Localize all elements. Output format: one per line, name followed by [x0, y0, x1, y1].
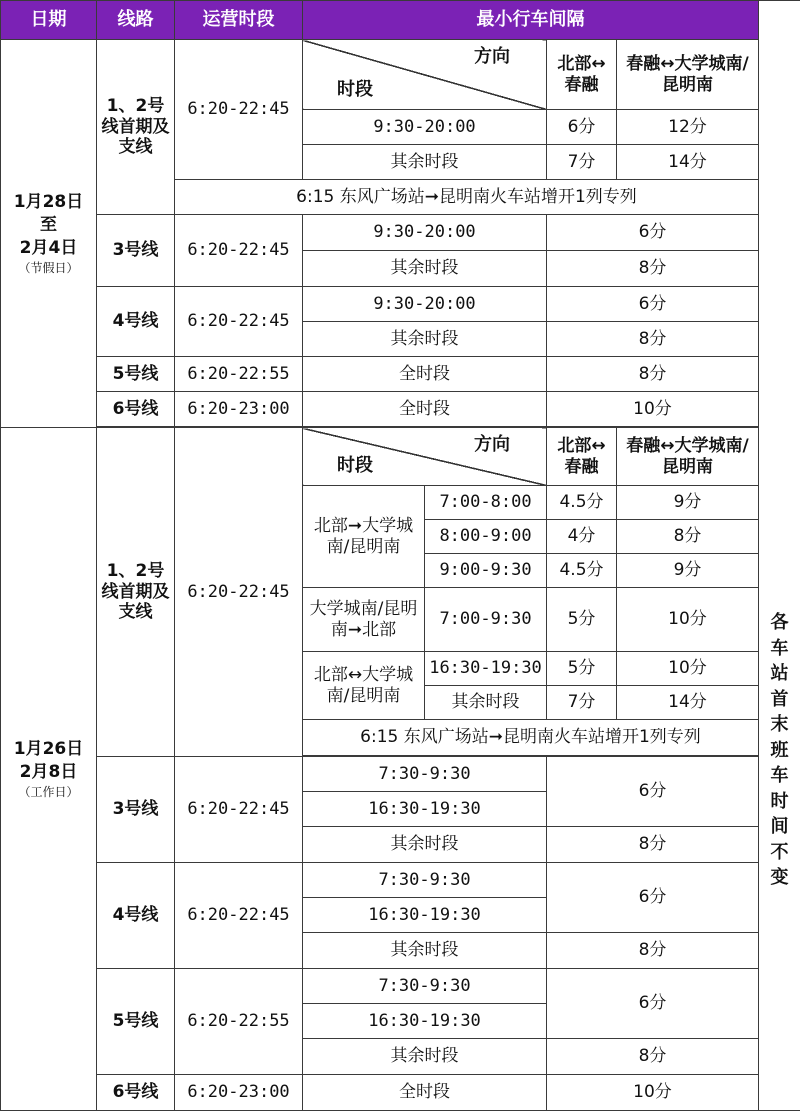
- workday-date-start: 1月26日: [13, 738, 84, 759]
- side-note-char: 站: [770, 663, 789, 685]
- holiday-line12-hours: 6:20-22:45: [175, 40, 303, 180]
- workday-group-a: 4.5分: [547, 554, 617, 588]
- workday-group-time: 7:00-9:30: [425, 588, 547, 652]
- workday-line5-name: 5号线: [97, 969, 175, 1075]
- holiday-line4-hours: 6:20-22:45: [175, 287, 303, 357]
- holiday-date: [1, 40, 97, 428]
- workday-line4-peak-val: 6分: [547, 863, 759, 933]
- holiday-line5-period: 全时段: [303, 357, 547, 392]
- holiday-line3-val: 8分: [547, 251, 759, 287]
- workday-group-b: 8分: [617, 520, 759, 554]
- workday-special-train: 6:15 东风广场站➞昆明南火车站增开1列专列: [303, 720, 759, 756]
- workday-group-a: 7分: [547, 686, 617, 720]
- side-note-char: 首: [770, 688, 789, 710]
- holiday-line3-hours: 6:20-22:45: [175, 215, 303, 287]
- workday-line3-rest: 其余时段: [303, 827, 547, 863]
- holiday-line12-a: 6分: [547, 110, 617, 145]
- holiday-line3-period: 其余时段: [303, 251, 547, 287]
- holiday-line6-period: 全时段: [303, 392, 547, 427]
- side-note-char: 车: [770, 637, 789, 659]
- workday-line4-name: 4号线: [97, 863, 175, 969]
- workday-line6-val: 10分: [547, 1075, 759, 1111]
- workday-group-dir: 北部➞大学城南/昆明南: [303, 486, 425, 588]
- holiday-date-start: 1月28日: [13, 192, 84, 212]
- workday-line3-name: 3号线: [97, 757, 175, 863]
- workday-group-time: 16:30-19:30: [425, 652, 547, 686]
- holiday-date-end: 2月4日: [19, 237, 78, 258]
- workday-line4-peak1: 7:30-9:30: [303, 863, 547, 898]
- holiday-line3-period: 9:30-20:00: [303, 215, 547, 251]
- holiday-diagonal-header: [303, 40, 547, 110]
- workday-line4-peak2: 16:30-19:30: [303, 898, 547, 933]
- workday-line3-rest-val: 8分: [547, 827, 759, 863]
- direction-label: 方向: [474, 434, 510, 455]
- workday-group-b: 10分: [617, 652, 759, 686]
- workday-group-b: 9分: [617, 554, 759, 588]
- workday-line5-rest: 其余时段: [303, 1039, 547, 1075]
- side-note-char: 变: [770, 867, 789, 889]
- side-note-char: 不: [770, 841, 789, 863]
- holiday-line5-val: 8分: [547, 357, 759, 392]
- workday-line3-peak1: 7:30-9:30: [303, 757, 547, 792]
- workday-group-b: 9分: [617, 486, 759, 520]
- holiday-line12-b: 14分: [617, 145, 759, 180]
- period-label: 时段: [337, 455, 373, 477]
- workday-group-time: 9:00-9:30: [425, 554, 547, 588]
- holiday-line6-hours: 6:20-23:00: [175, 392, 303, 427]
- dir-beibu-chunrong: 北部↔春融: [547, 428, 617, 486]
- workday-line3-hours: 6:20-22:45: [175, 757, 303, 863]
- workday-group-time: 7:00-8:00: [425, 486, 547, 520]
- dir-chunrong-daxuecheng: 春融↔大学城南/昆明南: [617, 428, 759, 486]
- workday-line5-peak1: 7:30-9:30: [303, 969, 547, 1004]
- holiday-line6-name: 6号线: [97, 392, 175, 427]
- holiday-line3-name: 3号线: [97, 215, 175, 287]
- holiday-line12-a: 7分: [547, 145, 617, 180]
- workday-group-time: 8:00-9:00: [425, 520, 547, 554]
- workday-line5-peak-val: 6分: [547, 969, 759, 1039]
- side-note-char: 末: [770, 714, 789, 736]
- workday-group-b: 14分: [617, 686, 759, 720]
- workday-date-end: 2月8日: [19, 761, 78, 782]
- workday-group-a: 5分: [547, 652, 617, 686]
- holiday-special-train: 6:15 东风广场站➞昆明南火车站增开1列专列: [175, 180, 759, 215]
- side-note-char: 班: [770, 739, 789, 761]
- holiday-line12-b: 12分: [617, 110, 759, 145]
- side-note-char: 间: [770, 816, 789, 838]
- workday-date-note: （工作日）: [18, 784, 79, 799]
- dir-beibu-chunrong: 北部↔春融: [547, 40, 617, 110]
- workday-group-b: 10分: [617, 588, 759, 652]
- workday-line4-rest-val: 8分: [547, 933, 759, 969]
- workday-diagonal-header: [303, 428, 547, 486]
- workday-date: [1, 428, 97, 1111]
- side-note-char: 时: [770, 790, 789, 812]
- holiday-line12-period: 其余时段: [303, 145, 547, 180]
- workday-line6-hours: 6:20-23:00: [175, 1075, 303, 1111]
- workday-line3-peak-val: 6分: [547, 757, 759, 827]
- side-note: [759, 1, 800, 1111]
- workday-line6-name: 6号线: [97, 1075, 175, 1111]
- workday-line12-hours: 6:20-22:45: [175, 428, 303, 757]
- holiday-line5-hours: 6:20-22:55: [175, 357, 303, 392]
- workday-line5-rest-val: 8分: [547, 1039, 759, 1075]
- holiday-line12-period: 9:30-20:00: [303, 110, 547, 145]
- workday-group-a: 4.5分: [547, 486, 617, 520]
- header-interval: 最小行车间隔: [303, 1, 759, 40]
- holiday-line4-period: 9:30-20:00: [303, 287, 547, 322]
- header-date: 日期: [1, 1, 97, 40]
- holiday-line3-val: 6分: [547, 215, 759, 251]
- dir-chunrong-daxuecheng: 春融↔大学城南/昆明南: [617, 40, 759, 110]
- holiday-date-note: （节假日）: [18, 260, 79, 275]
- workday-line12-name: 1、2号线首期及支线: [97, 428, 175, 757]
- holiday-date-to: 至: [40, 214, 57, 235]
- workday-line5-peak2: 16:30-19:30: [303, 1004, 547, 1039]
- workday-group-time: 其余时段: [425, 686, 547, 720]
- holiday-line4-val: 8分: [547, 322, 759, 357]
- workday-group-a: 4分: [547, 520, 617, 554]
- holiday-line4-val: 6分: [547, 287, 759, 322]
- holiday-line4-period: 其余时段: [303, 322, 547, 357]
- period-label: 时段: [337, 79, 373, 101]
- holiday-line4-name: 4号线: [97, 287, 175, 357]
- holiday-line6-val: 10分: [547, 392, 759, 427]
- direction-label: 方向: [474, 46, 510, 67]
- workday-group-dir: 大学城南/昆明南➞北部: [303, 588, 425, 652]
- workday-line4-rest: 其余时段: [303, 933, 547, 969]
- workday-line3-peak2: 16:30-19:30: [303, 792, 547, 827]
- header-hours: 运营时段: [175, 1, 303, 40]
- workday-group-dir: 北部↔大学城南/昆明南: [303, 652, 425, 720]
- workday-group-a: 5分: [547, 588, 617, 652]
- side-note-char: 车: [770, 765, 789, 787]
- holiday-line12-name: 1、2号线首期及支线: [97, 40, 175, 215]
- header-line: 线路: [97, 1, 175, 40]
- holiday-line5-name: 5号线: [97, 357, 175, 392]
- workday-line5-hours: 6:20-22:55: [175, 969, 303, 1075]
- workday-line6-period: 全时段: [303, 1075, 547, 1111]
- workday-line4-hours: 6:20-22:45: [175, 863, 303, 969]
- side-note-char: 各: [770, 611, 789, 633]
